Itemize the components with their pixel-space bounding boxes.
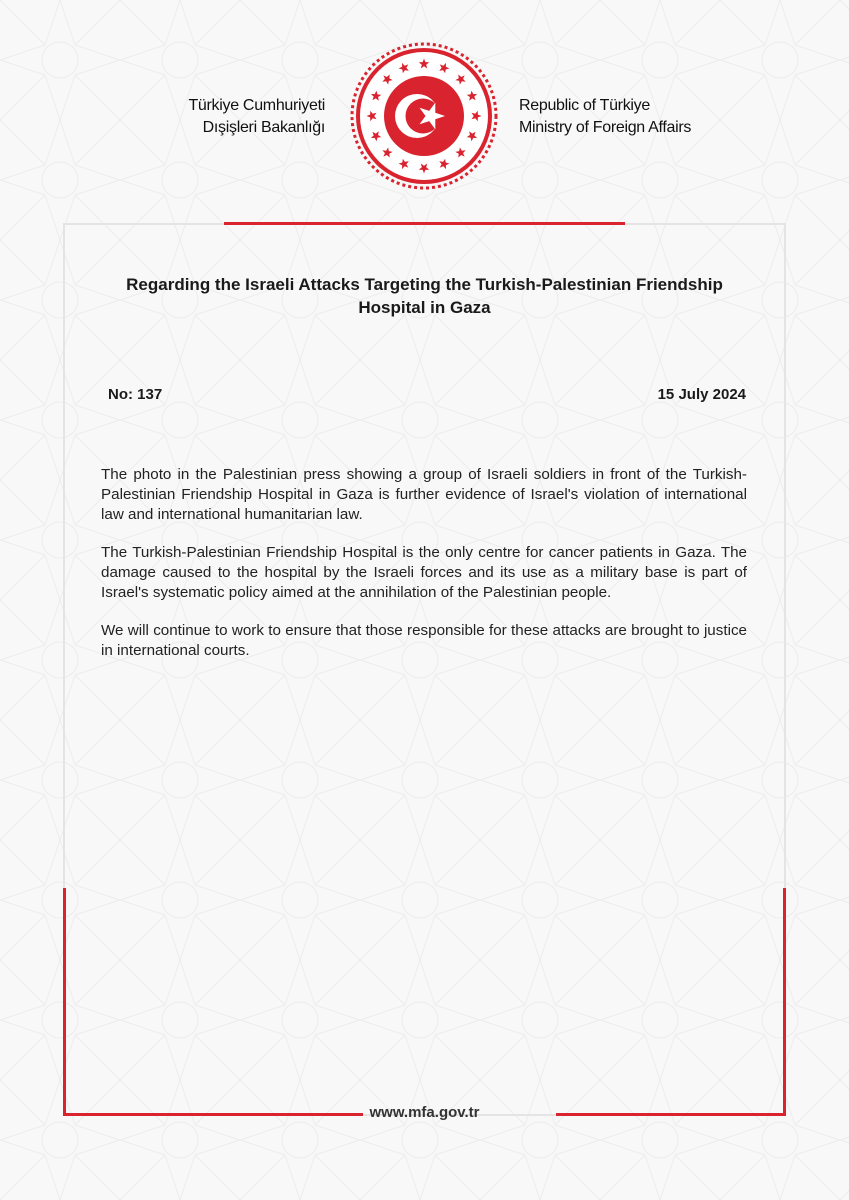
- body-paragraph: The Turkish-Palestinian Friendship Hospital is the only centre for cancer patients in Gaza. The damage caused to the hospital by the Israeli forces and its use as a military base is part of Israel's systematic policy aimed at the annihilation of the Palestinian people.: [101, 544, 747, 601]
- header-english-line2: Ministry of Foreign Affairs: [519, 119, 692, 136]
- body-paragraph: The photo in the Palestinian press showing a group of Israeli soldiers in front of the Turkish-Palestinian Friendship Hospital in Gaza is further evidence of Israel's violation of international law and international humanitarian law.: [101, 466, 747, 523]
- document-number: No: 137: [108, 386, 163, 403]
- document-body: [101, 465, 747, 679]
- header-english-name: [519, 95, 719, 139]
- top-accent-line: [224, 222, 625, 225]
- left-accent-vertical: [63, 888, 66, 1116]
- document-title: Regarding the Israeli Attacks Targeting the Turkish-Palestinian Friendship Hospital in Gaza: [126, 275, 723, 317]
- document-date: 15 July 2024: [657, 386, 746, 403]
- header-turkish-line1: Türkiye Cumhuriyeti: [188, 97, 325, 114]
- header-turkish-name: [180, 95, 325, 139]
- header-turkish-line2: Dışişleri Bakanlığı: [202, 119, 325, 136]
- header-english-line1: Republic of Türkiye: [519, 97, 650, 114]
- right-accent-vertical: [783, 888, 786, 1116]
- footer-website-link[interactable]: www.mfa.gov.tr: [369, 1104, 480, 1121]
- ministry-emblem-icon: [349, 41, 499, 191]
- body-paragraph: We will continue to work to ensure that those responsible for these attacks are brought to justice in international courts.: [101, 622, 747, 659]
